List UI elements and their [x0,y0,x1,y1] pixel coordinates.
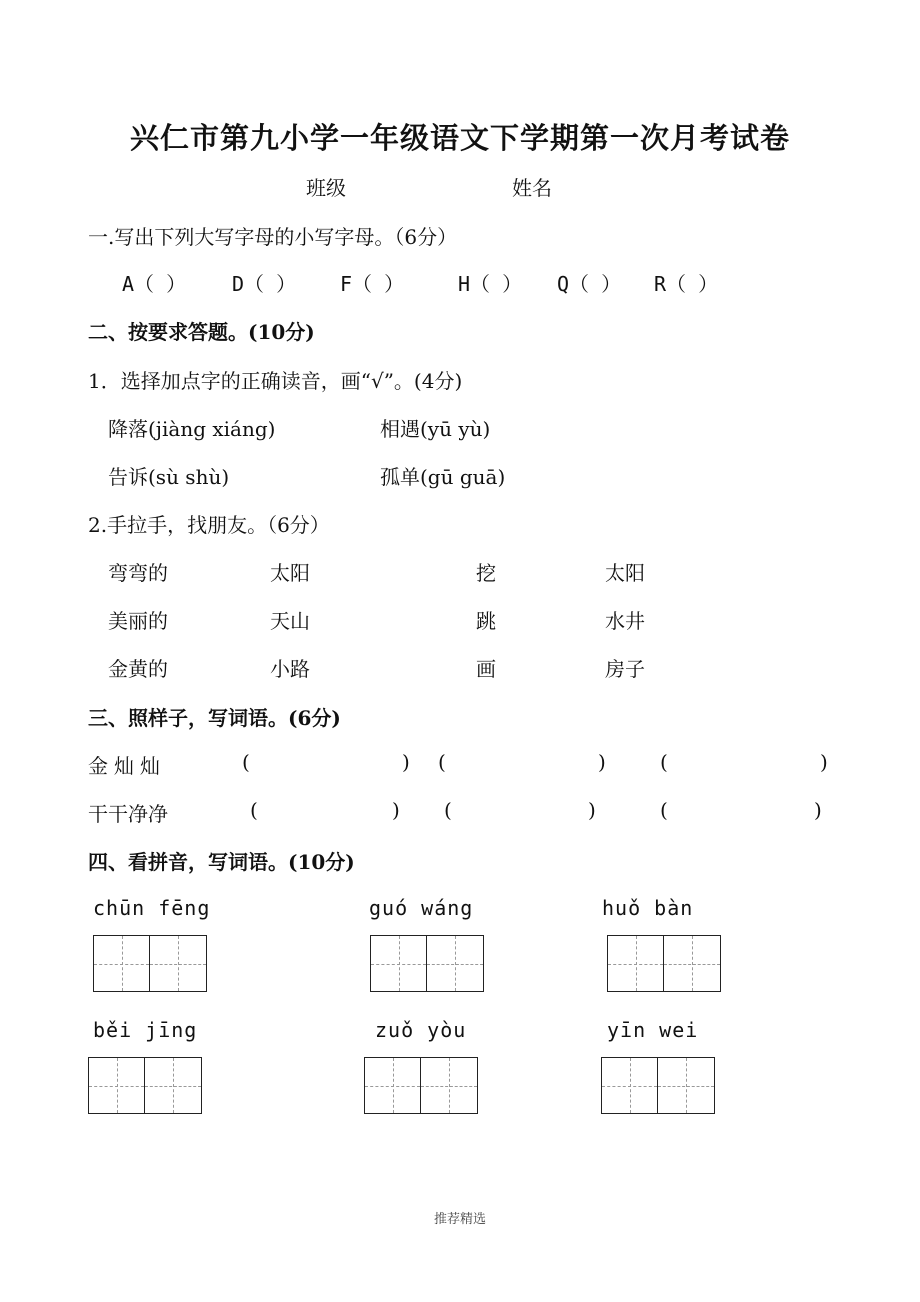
letter-item: H（ ） [458,272,523,296]
blank-close[interactable]: ) [820,750,828,774]
writing-grid[interactable] [601,1057,715,1114]
section3-heading: 三、照样子，写词语。(6分) [88,706,341,730]
letter-item: R（ ） [654,272,719,296]
q2-heading: 2.手拉手，找朋友。（6分） [88,513,330,537]
writing-grid[interactable] [93,935,207,992]
match-left-a: 弯弯的 [108,561,168,585]
name-label: 姓名 [512,176,552,200]
blank-open[interactable]: ( [444,798,452,822]
blank-open[interactable]: ( [660,798,668,822]
match-left-a: 美丽的 [108,609,168,633]
blank-close[interactable]: ) [814,798,822,822]
match-right-a: 跳 [476,609,496,633]
blank-close[interactable]: ) [402,750,410,774]
example-word: 干干净净 [88,802,168,826]
blank-open[interactable]: ( [660,750,668,774]
reading-item: 孤单(gū guā) [380,465,506,489]
blank-close[interactable]: ) [598,750,606,774]
section4-heading: 四、看拼音，写词语。(10分) [88,850,355,874]
page-title: 兴仁市第九小学一年级语文下学期第一次月考试卷 [129,121,790,155]
letter-item: F（ ） [340,272,405,296]
blank-open[interactable]: ( [438,750,446,774]
match-left-b: 天山 [270,609,310,633]
reading-item: 降落(jiàng xiáng) [108,417,276,441]
class-label: 班级 [306,176,346,200]
reading-item: 相遇(yū yù) [380,417,491,441]
pinyin-label: běi jīng [93,1018,198,1042]
match-right-b: 房子 [605,657,645,681]
blank-close[interactable]: ) [588,798,596,822]
footer-text: 推荐精选 [433,1212,486,1227]
pinyin-label: zuǒ yòu [375,1018,467,1042]
writing-grid[interactable] [607,935,721,992]
match-left-a: 金黄的 [108,657,168,681]
writing-grid[interactable] [364,1057,478,1114]
match-right-b: 太阳 [605,561,645,585]
letter-item: A（ ） [122,272,187,296]
reading-item: 告诉(sù shù) [108,465,230,489]
letter-item: Q（ ） [557,272,622,296]
pinyin-label: chūn fēng [93,896,211,920]
match-left-b: 太阳 [270,561,310,585]
letter-item: D（ ） [232,272,297,296]
example-word: 金灿灿 [88,754,166,778]
match-right-a: 挖 [476,561,496,585]
match-left-b: 小路 [270,657,310,681]
blank-close[interactable]: ) [392,798,400,822]
section1-heading: 一.写出下列大写字母的小写字母。（6分） [88,225,458,249]
writing-grid[interactable] [88,1057,202,1114]
pinyin-label: yīn wei [607,1018,699,1042]
pinyin-label: guó wáng [369,896,474,920]
writing-grid[interactable] [370,935,484,992]
section2-heading: 二、按要求答题。(10分) [88,320,315,344]
blank-open[interactable]: ( [242,750,250,774]
q1-heading: 1．选择加点字的正确读音，画“√”。(4分) [88,369,463,393]
match-right-b: 水井 [605,609,645,633]
pinyin-label: huǒ bàn [602,896,694,920]
match-right-a: 画 [476,657,496,681]
blank-open[interactable]: ( [250,798,258,822]
